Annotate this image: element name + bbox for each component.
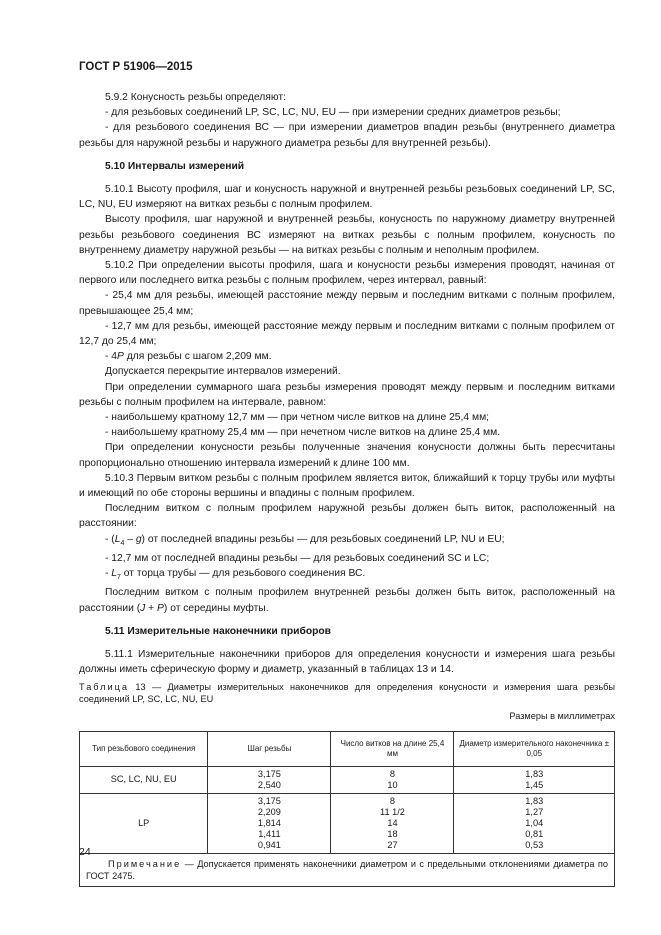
value: 8 [389,795,396,806]
cell-pitch [208,793,331,853]
table-header-row [80,731,615,766]
table-row [80,766,615,793]
header-connection-type: Тип резьбового соединения [80,731,208,766]
var-j: J [140,602,146,614]
cell-type: LP [80,793,208,853]
table-units: Размеры в миллиметрах [509,711,615,722]
table-note-row [80,853,615,886]
para-5-9-2-item-1: - для резьбовых соединений LP, SC, LC, NU, EU — при измерении средних диаметров резьбы; [105,107,561,119]
text-fragment: - [105,568,112,580]
header-pitch: Шаг резьбы [208,731,331,766]
para-5-10-2-item-1: - 25,4 мм для резьбы, имеющей расстояние между первым и последним витками с полным профилем, превышающее 25,4 мм; [79,290,615,317]
cell-pitch [208,766,331,793]
value: 1,814 [257,817,281,828]
value: 0,53 [525,839,544,850]
value: 11 1/2 [380,806,405,817]
table-caption-text: 13 — Диаметры измерительных наконечников для определения конусности и измерения шага резьбы соединений LP, SC, LC, NU, EU [79,682,615,705]
para-last-item-3 [79,566,615,585]
text-fragment: – [124,533,136,545]
para-cumulative-item-2: - наибольшему кратному 25,4 мм — при нечетном числе витков на длине 25,4 мм. [105,427,501,439]
subscript: 7 [117,574,121,582]
value: 18 [387,828,398,839]
para-5-9-2-item-2: - для резьбового соединения ВС — при измерении диаметров впадин резьбы (внутреннего диаметра резьбы для наружной резьбы и наружного диаметра резьбы для внутренней резьбы). [79,122,615,149]
para-last-item-1 [79,532,615,551]
section-heading-5-10: 5.10 Интервалы измерений [105,160,245,172]
para-5-10-2: 5.10.2 При определении высоты профиля, шага и конусности резьбы измерения проводят, начиная от первого или последнего витка резьбы с полным профилем, через интервал, равный: [79,260,615,287]
cell-diameter [454,793,615,853]
para-5-10-3: 5.10.3 Первым витком резьбы с полным профилем является виток, ближайший к торцу трубы или муфты и имеющий по обе стороны вершины и впадины с полным профилем. [79,472,615,500]
para-cumulative-pitch: При определении суммарного шага резьбы измерения проводят между первым и последним витками резьбы с полным профилем на интервале, равном: [79,381,615,408]
text-fragment: + [145,602,158,614]
table-row [80,793,615,853]
table-note [80,853,615,886]
var-l: L [111,568,118,580]
text-fragment: - ( [105,533,115,545]
para-5-10-1-a: 5.10.1 Высоту профиля, шаг и конусность наружной и внутренней резьбы резьбовых соединений LP, SC, LC, NU, EU измеряют на витках резьбы с полным профилем. [79,184,615,211]
tip-diameter-table [79,731,615,887]
value: 3,175 [257,795,281,806]
para-5-10-2-item-2: - 12,7 мм для резьбы, имеющей расстояние между первым и последним витками с полным профилем от 12,7 до 25,4 мм; [79,320,615,348]
value: 10 [387,779,398,790]
header-tip-diameter: Диаметр измерительного наконечника ± 0,05 [454,731,615,766]
section-heading-5-11: 5.11 Измерительные наконечники приборов [105,625,332,637]
value: 14 [387,817,398,828]
note-text: — Допускается применять наконечники диаметром и с предельными отклонениями диаметра по ГОСТ 2475. [86,858,608,881]
table-caption-label: Таблица [79,682,130,693]
value: 1,411 [258,828,281,839]
cell-turns [331,766,454,793]
header-turns: Число витков на длине 25,4 мм [331,731,454,766]
value: 2,209 [257,806,281,817]
note-label: Примечание [108,858,182,869]
value: 27 [387,839,398,850]
value: 1,27 [525,806,544,817]
value: 0,941 [257,839,281,850]
var-p: P [157,602,164,614]
var-g: g [135,533,142,545]
para-overlap: Допускается перекрытие интервалов измерений. [105,366,341,378]
value: 2,540 [257,779,281,790]
value: 1,45 [525,779,544,790]
item-3-suffix: для резьбы с шагом 2,209 мм. [123,351,272,363]
text-fragment: от торца трубы — для резьбового соединения ВС. [120,568,366,580]
para-last-turn: Последним витком с полным профилем наружной резьбы должен быть виток, расположенный на расстоянии: [79,503,615,530]
cell-turns [331,793,454,853]
document-header: ГОСТ Р 51906—2015 [79,61,193,73]
cell-type: SC, LC, NU, EU [80,766,208,793]
value: 1,83 [525,795,544,806]
para-cumulative-item-1: - наибольшему кратному 12,7 мм — при четном числе витков на длине 25,4 мм; [105,412,490,424]
value: 3,175 [257,768,281,779]
para-taper: При определении конусности резьбы полученные значения конусности должны быть пересчитаны пропорционально отношению интервала измерений к длине 100 мм. [79,442,615,469]
page-number: 24 [79,846,91,858]
para-inner-thread [79,585,615,615]
value: 8 [389,768,396,779]
body-text [79,90,615,887]
value: 1,83 [525,768,544,779]
item-3-var-p: P [117,351,124,363]
item-3-prefix: - 4 [105,351,118,363]
text-fragment: ) от последней впадины резьбы — для резьбовых соединений LP, NU и EU; [141,533,505,545]
para-last-item-2: - 12,7 мм от последней впадины резьбы — для резьбовых соединений SC и LC; [105,552,490,564]
para-5-10-1-b: Высоту профиля, шаг наружной и внутренней резьбы, конусность по наружному диаметру внутренней резьбы резьбового соединения ВС измеряют на витках резьбы с полным профилем, конусность по внутреннему диаметру наружной резьбы — на витках резьбы с полным и неполным профилем. [79,214,615,256]
cell-diameter [454,766,615,793]
para-5-11-1: 5.11.1 Измерительные наконечники приборов для определения конусности и измерения шага резьбы должны иметь сферическую форму и диаметр, указанный в таблицах 13 и 14. [79,649,615,676]
para-5-10-2-item-3 [79,349,615,364]
text-fragment: Последним витком с полным профилем внутренней резьбы должен быть виток, расположенный на расстоянии ( [79,587,615,614]
subscript: 4 [120,539,125,547]
para-5-9-2-title: 5.9.2 Конусность резьбы определяют: [105,92,286,103]
value: 1,04 [525,817,544,828]
value: 0,81 [525,828,544,839]
table-caption [79,681,615,705]
text-fragment: ) от середины муфты. [163,602,269,614]
var-l: L [114,533,121,545]
